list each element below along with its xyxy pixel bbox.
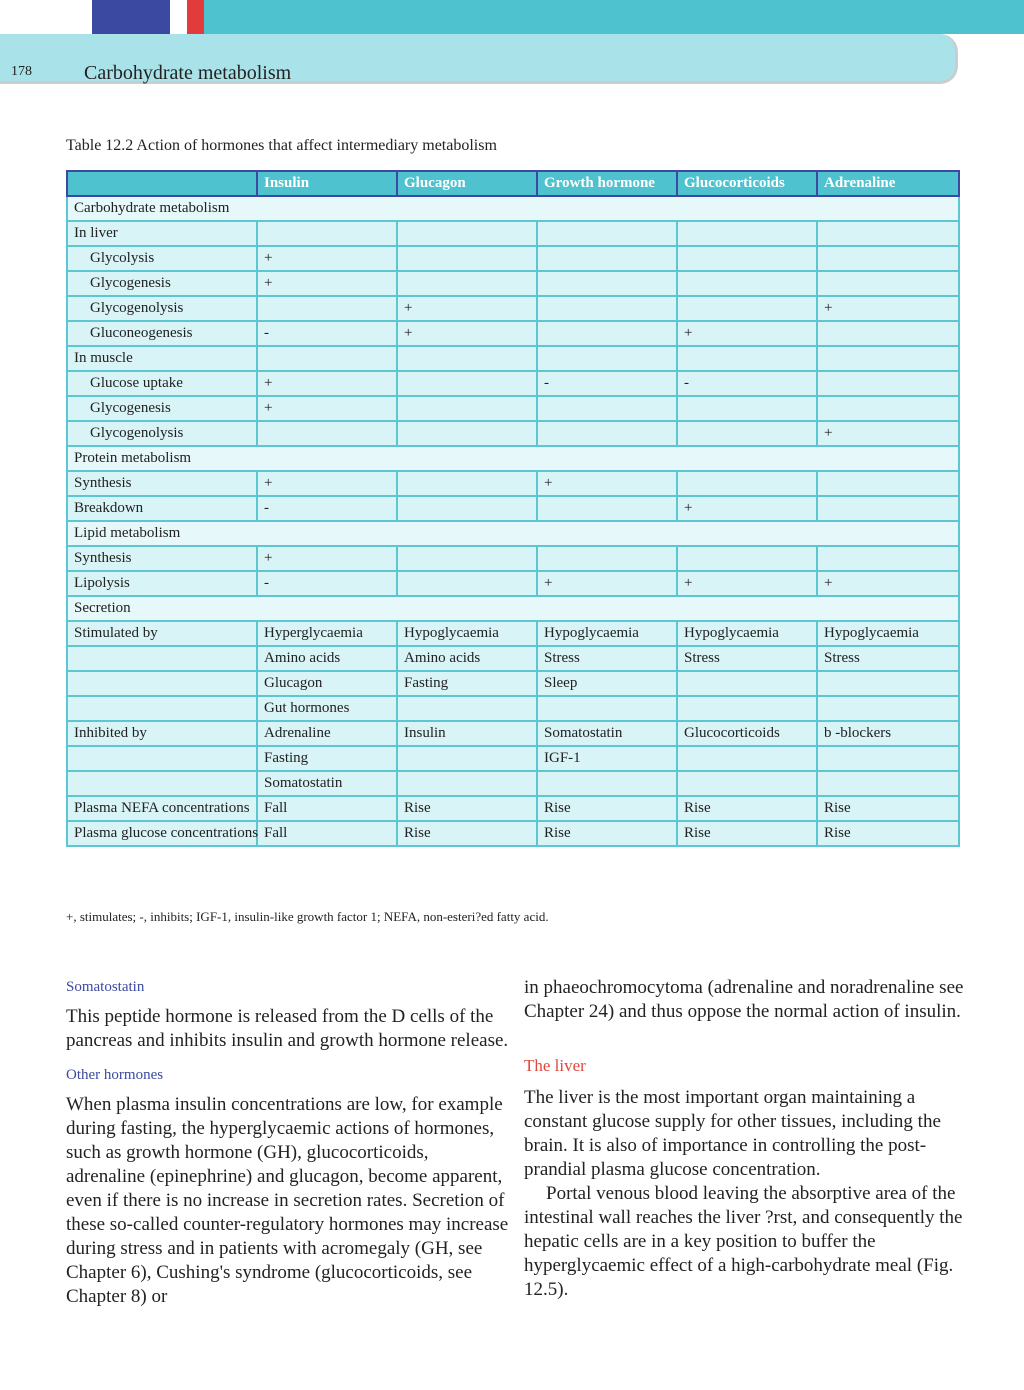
- table-row: [67, 746, 959, 771]
- table-cell: [397, 546, 537, 571]
- header-divider: [74, 0, 77, 34]
- row-label: [67, 746, 257, 771]
- table-cell: [537, 771, 677, 796]
- table-cell: Insulin: [397, 721, 537, 746]
- table-cell: Sleep: [537, 671, 677, 696]
- row-label: Inhibited by: [67, 721, 257, 746]
- section-row: [67, 596, 959, 621]
- continued-paragraph: in phaeochromocytoma (adrenaline and noradrenaline see Chapter 24) and thus oppose the normal action of insulin.: [524, 977, 964, 1022]
- row-label: In muscle: [67, 346, 257, 371]
- row-label: Stimulated by: [67, 621, 257, 646]
- table-cell: [677, 696, 817, 721]
- table-cell: Somatostatin: [537, 721, 677, 746]
- row-label: Lipolysis: [67, 571, 257, 596]
- table-cell: +: [677, 321, 817, 346]
- table-cell: -: [257, 321, 397, 346]
- row-label: Synthesis: [67, 471, 257, 496]
- table-row: [67, 546, 959, 571]
- table-cell: +: [677, 496, 817, 521]
- table-cell: -: [257, 496, 397, 521]
- table-cell: [817, 321, 959, 346]
- table-cell: +: [817, 571, 959, 596]
- table-cell: [537, 396, 677, 421]
- table-cell: Rise: [677, 821, 817, 846]
- header-white-block: [0, 0, 92, 34]
- somatostatin-heading: Somatostatin: [66, 979, 145, 995]
- table-row: [67, 621, 959, 646]
- table-cell: [537, 421, 677, 446]
- table-cell: -: [537, 371, 677, 396]
- section-label: Lipid metabolism: [67, 521, 959, 546]
- section-row: [67, 521, 959, 546]
- table-cell: [677, 471, 817, 496]
- table-cell: [537, 221, 677, 246]
- table-cell: Rise: [397, 796, 537, 821]
- table-cell: [677, 671, 817, 696]
- table-cell: [817, 771, 959, 796]
- row-label: Glycogenolysis: [67, 296, 257, 321]
- section-label: Carbohydrate metabolism: [67, 196, 959, 221]
- table-cell: [397, 771, 537, 796]
- table-cell: -: [677, 371, 817, 396]
- table-cell: [257, 221, 397, 246]
- row-label: Glycogenesis: [67, 396, 257, 421]
- table-row: [67, 271, 959, 296]
- table-row: [67, 246, 959, 271]
- table-cell: +: [257, 371, 397, 396]
- column-header: Insulin: [257, 171, 397, 196]
- column-header: Glucocorticoids: [677, 171, 817, 196]
- table-row: [67, 571, 959, 596]
- table-cell: [537, 321, 677, 346]
- table-cell: [817, 246, 959, 271]
- table-cell: -: [257, 571, 397, 596]
- table-cell: [677, 246, 817, 271]
- table-cell: Rise: [817, 821, 959, 846]
- table-cell: +: [537, 471, 677, 496]
- table-cell: [397, 246, 537, 271]
- table-cell: [397, 221, 537, 246]
- table-cell: Fasting: [257, 746, 397, 771]
- table-caption: Table 12.2 Action of hormones that affect intermediary metabolism: [66, 137, 497, 154]
- other-hormones-paragraph: When plasma insulin concentrations are low, for example during fasting, the hyperglycaemic actions of hormones, such as growth hormone (GH), glucocorticoids, adrenaline (epinephrine) and glucagon, become apparent, even if there is no increase in secretion rates. Secretion of these so-called counter-regulatory hormones may increase during stress and in patients with acromegaly (GH, see Chapter 6), Cushing's syndrome (glucocorticoids, see Chapter 8) or: [66, 1094, 509, 1307]
- table-cell: Glucagon: [257, 671, 397, 696]
- table-cell: +: [257, 471, 397, 496]
- table-cell: [537, 246, 677, 271]
- row-label: Glycolysis: [67, 246, 257, 271]
- table-cell: [397, 746, 537, 771]
- liver-paragraph-1: The liver is the most important organ maintaining a constant glucose supply for other tissues, including the brain. It is also of importance in controlling the post-prandial plasma glucose concentration.: [524, 1087, 941, 1180]
- table-cell: [537, 296, 677, 321]
- table-cell: [677, 296, 817, 321]
- row-label: Glucose uptake: [67, 371, 257, 396]
- table-cell: [677, 346, 817, 371]
- table-cell: +: [817, 296, 959, 321]
- table-cell: Hypoglycaemia: [537, 621, 677, 646]
- row-label: Glycogenesis: [67, 271, 257, 296]
- table-row: [67, 421, 959, 446]
- table-cell: Hypoglycaemia: [397, 621, 537, 646]
- page-number: 178: [11, 64, 32, 79]
- somatostatin-paragraph: This peptide hormone is released from the D cells of the pancreas and inhibits insulin and growth hormone release.: [66, 1006, 509, 1051]
- table-cell: Rise: [397, 821, 537, 846]
- table-cell: Hypoglycaemia: [677, 621, 817, 646]
- table-cell: Stress: [817, 646, 959, 671]
- hormone-table: [66, 170, 960, 847]
- section-label: Protein metabolism: [67, 446, 959, 471]
- table-cell: [817, 371, 959, 396]
- row-label: Glycogenolysis: [67, 421, 257, 446]
- table-cell: Amino acids: [257, 646, 397, 671]
- table-row: [67, 796, 959, 821]
- table-cell: [537, 546, 677, 571]
- table-cell: +: [677, 571, 817, 596]
- table-cell: [397, 571, 537, 596]
- table-cell: +: [817, 421, 959, 446]
- table-cell: [817, 746, 959, 771]
- liver-paragraph-2: Portal venous blood leaving the absorptive area of the intestinal wall reaches the liver ?rst, and consequently the hepatic cells are in a key position to buffer the hyperglycaemic effect of a high-carbohydrate meal (Fig. 12.5).: [524, 1183, 963, 1300]
- table-cell: [817, 546, 959, 571]
- table-row: [67, 321, 959, 346]
- table-row: [67, 671, 959, 696]
- table-cell: +: [257, 546, 397, 571]
- header-blue-block: [92, 0, 170, 34]
- liver-heading: The liver: [524, 1056, 586, 1075]
- table-cell: [537, 346, 677, 371]
- header-white-gap: [170, 0, 187, 34]
- table-cell: [397, 271, 537, 296]
- table-cell: Gut hormones: [257, 696, 397, 721]
- table-cell: Glucocorticoids: [677, 721, 817, 746]
- table-cell: +: [397, 321, 537, 346]
- table-cell: Rise: [537, 796, 677, 821]
- section-row: [67, 196, 959, 221]
- table-row: [67, 221, 959, 246]
- table-cell: Rise: [677, 796, 817, 821]
- right-column: [524, 976, 976, 1302]
- table-cell: +: [537, 571, 677, 596]
- table-cell: Amino acids: [397, 646, 537, 671]
- table-cell: [817, 346, 959, 371]
- header-red-block: [187, 0, 204, 34]
- row-label: [67, 696, 257, 721]
- table-cell: [397, 371, 537, 396]
- table-cell: [817, 671, 959, 696]
- table-cell: [537, 496, 677, 521]
- row-label: Gluconeogenesis: [67, 321, 257, 346]
- table-cell: [537, 271, 677, 296]
- table-cell: [817, 496, 959, 521]
- table-row: [67, 346, 959, 371]
- table-cell: [397, 346, 537, 371]
- row-label: Synthesis: [67, 546, 257, 571]
- table-cell: Fall: [257, 821, 397, 846]
- table-cell: +: [397, 296, 537, 321]
- table-cell: [677, 421, 817, 446]
- table-row: [67, 721, 959, 746]
- row-label: Plasma NEFA concentrations: [67, 796, 257, 821]
- table-row: [67, 696, 959, 721]
- table-cell: Hyperglycaemia: [257, 621, 397, 646]
- section-label: Secretion: [67, 596, 959, 621]
- column-header: Glucagon: [397, 171, 537, 196]
- section-row: [67, 446, 959, 471]
- row-label: [67, 646, 257, 671]
- table-cell: [257, 421, 397, 446]
- row-label: Breakdown: [67, 496, 257, 521]
- row-label: In liver: [67, 221, 257, 246]
- table-row: [67, 396, 959, 421]
- row-label: Plasma glucose concentrations: [67, 821, 257, 846]
- table-cell: [817, 221, 959, 246]
- table-cell: Stress: [677, 646, 817, 671]
- running-title: Carbohydrate metabolism: [84, 62, 292, 84]
- column-header: Adrenaline: [817, 171, 959, 196]
- table-row: [67, 471, 959, 496]
- table-footnote: +, stimulates; -, inhibits; IGF-1, insulin-like growth factor 1; NEFA, non-esteri?ed fatty acid.: [66, 909, 549, 924]
- table-row: [67, 496, 959, 521]
- table-cell: Fall: [257, 796, 397, 821]
- table-cell: [677, 271, 817, 296]
- table-cell: Hypoglycaemia: [817, 621, 959, 646]
- table-cell: Stress: [537, 646, 677, 671]
- row-label: [67, 771, 257, 796]
- table-cell: [397, 471, 537, 496]
- table-row: [67, 371, 959, 396]
- table-cell: +: [257, 246, 397, 271]
- table-cell: +: [257, 271, 397, 296]
- table-cell: [817, 396, 959, 421]
- table-cell: [397, 421, 537, 446]
- table-row: [67, 296, 959, 321]
- row-label: [67, 671, 257, 696]
- table-row: [67, 771, 959, 796]
- table-cell: [397, 496, 537, 521]
- table-cell: b -blockers: [817, 721, 959, 746]
- table-cell: [817, 696, 959, 721]
- table-cell: [677, 746, 817, 771]
- table-cell: [677, 771, 817, 796]
- table-cell: [397, 396, 537, 421]
- table-cell: Somatostatin: [257, 771, 397, 796]
- table-header-row: [67, 171, 959, 196]
- table-row: [67, 821, 959, 846]
- other-hormones-heading: Other hormones: [66, 1067, 164, 1083]
- table-cell: [537, 696, 677, 721]
- column-header: Growth hormone: [537, 171, 677, 196]
- column-header: [67, 171, 257, 196]
- table-cell: [257, 296, 397, 321]
- table-cell: [677, 221, 817, 246]
- table-cell: Rise: [817, 796, 959, 821]
- left-column: [66, 975, 511, 1309]
- table-cell: [677, 546, 817, 571]
- table-cell: IGF-1: [537, 746, 677, 771]
- table-cell: Rise: [537, 821, 677, 846]
- table-row: [67, 646, 959, 671]
- table-cell: [397, 696, 537, 721]
- table-cell: [817, 471, 959, 496]
- table-cell: [257, 346, 397, 371]
- table-cell: [817, 271, 959, 296]
- table-cell: +: [257, 396, 397, 421]
- table-cell: Fasting: [397, 671, 537, 696]
- table-cell: [677, 396, 817, 421]
- table-cell: Adrenaline: [257, 721, 397, 746]
